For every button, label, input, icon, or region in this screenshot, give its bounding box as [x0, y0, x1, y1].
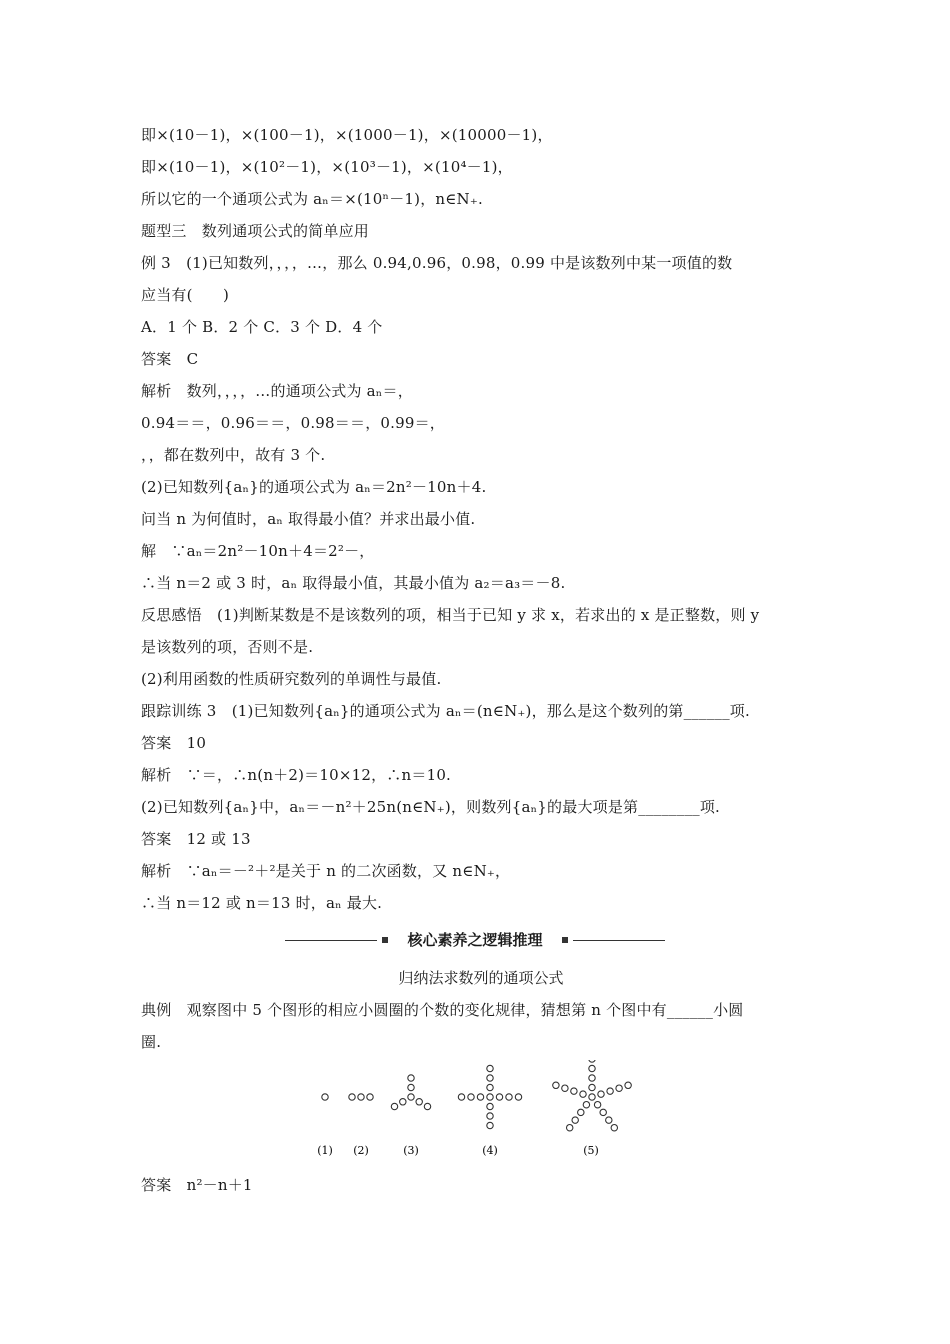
small-circle — [580, 1091, 586, 1097]
text-line: 例 3 (1)已知数列，，，，…，那么 0.94,0.96，0.98，0.99 中是该数列中某一项值的数 — [141, 254, 733, 272]
small-circle — [487, 1122, 493, 1128]
section-banner — [285, 929, 665, 953]
text-line: 即×(10－1)，×(10²－1)，×(10³－1)，×(10⁴－1)， — [141, 158, 513, 176]
banner-square-right — [562, 937, 568, 943]
small-circle — [562, 1085, 568, 1091]
small-circle — [358, 1094, 364, 1100]
small-circle — [578, 1109, 584, 1115]
figure-label-2: (2) — [353, 1144, 369, 1157]
circle-pattern-figure — [0, 1060, 950, 1170]
small-circle — [589, 1065, 595, 1071]
analysis-line: 解析 数列，，，，…的通项公式为 aₙ＝， — [141, 382, 413, 400]
solution-line: 解 ∵aₙ＝2n²－10n＋4＝2²－， — [141, 542, 375, 560]
analysis-line: 解析 ∵aₙ＝－²＋²是关于 n 的二次函数，又 n∈N₊， — [141, 862, 511, 880]
small-circle — [391, 1103, 397, 1109]
small-circle — [607, 1088, 613, 1094]
small-circle — [424, 1103, 430, 1109]
figure-label-4: (4) — [482, 1144, 498, 1157]
small-circle — [408, 1075, 414, 1081]
answer-line: 答案 C — [141, 350, 199, 368]
figure-label-3: (3) — [403, 1144, 419, 1157]
subsection-title: 归纳法求数列的通项公式 — [398, 969, 564, 987]
banner-rule-right — [573, 940, 665, 941]
small-circle — [487, 1075, 493, 1081]
small-circle — [349, 1094, 355, 1100]
reflection-line: 反思感悟 (1)判断某数是不是该数列的项，相当于已知 y 求 x，若求出的 x 是正整数，则 y — [141, 606, 760, 624]
text-line: 即×(10－1)，×(100－1)，×(1000－1)，×(10000－1)， — [141, 126, 553, 144]
small-circle — [567, 1125, 573, 1131]
small-circle — [515, 1094, 521, 1100]
small-circle — [506, 1094, 512, 1100]
banner-title: 核心素养之逻辑推理 — [407, 931, 543, 949]
example-line: 典例 观察图中 5 个图形的相应小圆圈的个数的变化规律，猜想第 n 个图中有______小圆 — [141, 1001, 744, 1019]
small-circle — [589, 1075, 595, 1081]
small-circle — [571, 1088, 577, 1094]
exercise-line: 跟踪训练 3 (1)已知数列{aₙ}的通项公式为 aₙ＝(n∈N₊)，那么是这个数列的第______项. — [141, 702, 750, 720]
text-line: ，，都在数列中，故有 3 个. — [141, 446, 326, 464]
small-circle — [487, 1084, 493, 1090]
small-circle — [598, 1091, 604, 1097]
text-line: 应当有( ) — [141, 286, 230, 304]
small-circle — [606, 1117, 612, 1123]
small-circle — [487, 1094, 493, 1100]
small-circle — [572, 1117, 578, 1123]
section-heading: 题型三 数列通项公式的简单应用 — [141, 222, 370, 240]
answer-line: 答案 n²－n＋1 — [141, 1176, 253, 1194]
small-circle — [496, 1094, 502, 1100]
text-line: (2)已知数列{aₙ}的通项公式为 aₙ＝2n²－10n＋4. — [141, 478, 487, 496]
small-circle — [487, 1113, 493, 1119]
small-circle — [625, 1082, 631, 1088]
text-line: 0.94＝＝，0.96＝＝，0.98＝＝，0.99＝， — [141, 414, 445, 432]
small-circle — [589, 1060, 595, 1062]
text-line: (2)利用函数的性质研究数列的单调性与最值. — [141, 670, 442, 688]
small-circle — [487, 1065, 493, 1071]
small-circle — [400, 1099, 406, 1105]
small-circle — [468, 1094, 474, 1100]
small-circle — [487, 1103, 493, 1109]
small-circle — [458, 1094, 464, 1100]
small-circle — [611, 1125, 617, 1131]
answer-line: 答案 12 或 13 — [141, 830, 251, 848]
text-line: 问当 n 为何值时，aₙ 取得最小值？并求出最小值. — [141, 510, 476, 528]
figure-label-1: (1) — [317, 1144, 333, 1157]
small-circle — [322, 1094, 328, 1100]
small-circle — [589, 1084, 595, 1090]
small-circle — [594, 1102, 600, 1108]
small-circle — [553, 1082, 559, 1088]
small-circle — [583, 1102, 589, 1108]
small-circle — [589, 1094, 595, 1100]
small-circle — [367, 1094, 373, 1100]
small-circle — [616, 1085, 622, 1091]
small-circle — [477, 1094, 483, 1100]
small-circle — [416, 1099, 422, 1105]
text-line: 圈. — [141, 1033, 162, 1051]
analysis-line: 解析 ∵＝，∴n(n＋2)＝10×12，∴n＝10. — [141, 766, 452, 784]
small-circle — [408, 1094, 414, 1100]
text-line: ∴当 n＝2 或 3 时，aₙ 取得最小值，其最小值为 a₂＝a₃＝－8. — [141, 574, 566, 592]
text-line: (2)已知数列{aₙ}中，aₙ＝－n²＋25n(n∈N₊)，则数列{aₙ}的最大项是第________项. — [141, 798, 721, 816]
text-line: 是该数列的项，否则不是. — [141, 638, 314, 656]
small-circle — [600, 1109, 606, 1115]
text-line: 所以它的一个通项公式为 aₙ＝×(10ⁿ－1)，n∈N₊. — [141, 190, 483, 208]
figure-label-5: (5) — [583, 1144, 599, 1157]
text-line: ∴当 n＝12 或 n＝13 时，aₙ 最大. — [141, 894, 383, 912]
answer-line: 答案 10 — [141, 734, 207, 752]
small-circle — [408, 1084, 414, 1090]
answer-options: A．1 个 B．2 个 C．3 个 D．4 个 — [141, 318, 383, 336]
